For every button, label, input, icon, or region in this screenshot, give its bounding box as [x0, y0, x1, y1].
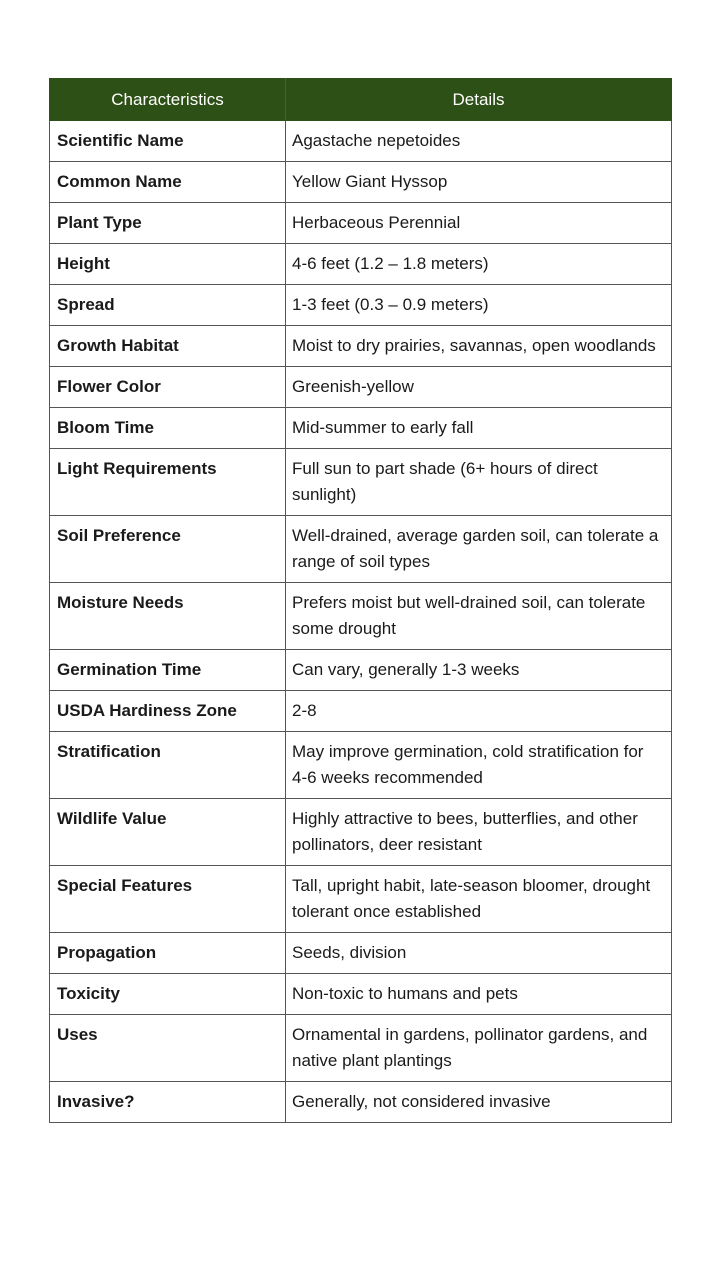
row-key: Germination Time [50, 650, 286, 691]
table-row [50, 583, 672, 650]
header-row [50, 79, 672, 121]
table-row [50, 691, 672, 732]
row-key: Bloom Time [50, 408, 286, 449]
row-key: USDA Hardiness Zone [50, 691, 286, 732]
table-row [50, 650, 672, 691]
table-row [50, 285, 672, 326]
row-value: Greenish-yellow [286, 367, 672, 408]
row-key: Plant Type [50, 203, 286, 244]
table-row [50, 121, 672, 162]
row-key: Moisture Needs [50, 583, 286, 650]
row-key: Scientific Name [50, 121, 286, 162]
row-value: Yellow Giant Hyssop [286, 162, 672, 203]
row-value: Non-toxic to humans and pets [286, 974, 672, 1015]
table-row [50, 732, 672, 799]
row-key: Toxicity [50, 974, 286, 1015]
row-key: Height [50, 244, 286, 285]
plant-characteristics-table [49, 78, 672, 1123]
row-key: Soil Preference [50, 516, 286, 583]
table-row [50, 799, 672, 866]
table-row [50, 974, 672, 1015]
row-value: 4-6 feet (1.2 – 1.8 meters) [286, 244, 672, 285]
row-key: Invasive? [50, 1082, 286, 1123]
table-row [50, 326, 672, 367]
row-value: 1-3 feet (0.3 – 0.9 meters) [286, 285, 672, 326]
header-characteristics: Characteristics [50, 79, 286, 121]
row-value: Seeds, division [286, 933, 672, 974]
table-row [50, 408, 672, 449]
row-key: Stratification [50, 732, 286, 799]
table-row [50, 203, 672, 244]
row-key: Uses [50, 1015, 286, 1082]
row-value: Generally, not considered invasive [286, 1082, 672, 1123]
table-header [50, 79, 672, 121]
row-key: Growth Habitat [50, 326, 286, 367]
row-value: Well-drained, average garden soil, can tolerate a range of soil types [286, 516, 672, 583]
table-row [50, 244, 672, 285]
row-value: Full sun to part shade (6+ hours of direct sunlight) [286, 449, 672, 516]
row-key: Spread [50, 285, 286, 326]
table-row [50, 449, 672, 516]
table-row [50, 1015, 672, 1082]
table-row [50, 1082, 672, 1123]
row-value: Mid-summer to early fall [286, 408, 672, 449]
row-value: Herbaceous Perennial [286, 203, 672, 244]
row-value: Moist to dry prairies, savannas, open woodlands [286, 326, 672, 367]
row-value: 2-8 [286, 691, 672, 732]
row-value: Prefers moist but well-drained soil, can tolerate some drought [286, 583, 672, 650]
row-value: Highly attractive to bees, butterflies, and other pollinators, deer resistant [286, 799, 672, 866]
row-key: Special Features [50, 866, 286, 933]
row-key: Propagation [50, 933, 286, 974]
table-row [50, 516, 672, 583]
row-key: Wildlife Value [50, 799, 286, 866]
row-value: Tall, upright habit, late-season bloomer, drought tolerant once established [286, 866, 672, 933]
table-row [50, 162, 672, 203]
table-body [50, 121, 672, 1123]
row-value: Agastache nepetoides [286, 121, 672, 162]
table-row [50, 866, 672, 933]
table-row [50, 367, 672, 408]
row-key: Light Requirements [50, 449, 286, 516]
row-value: Can vary, generally 1-3 weeks [286, 650, 672, 691]
header-details: Details [286, 79, 672, 121]
table-row [50, 933, 672, 974]
row-value: Ornamental in gardens, pollinator gardens, and native plant plantings [286, 1015, 672, 1082]
row-value: May improve germination, cold stratification for 4-6 weeks recommended [286, 732, 672, 799]
row-key: Common Name [50, 162, 286, 203]
plant-characteristics-table-container [49, 78, 671, 1123]
row-key: Flower Color [50, 367, 286, 408]
